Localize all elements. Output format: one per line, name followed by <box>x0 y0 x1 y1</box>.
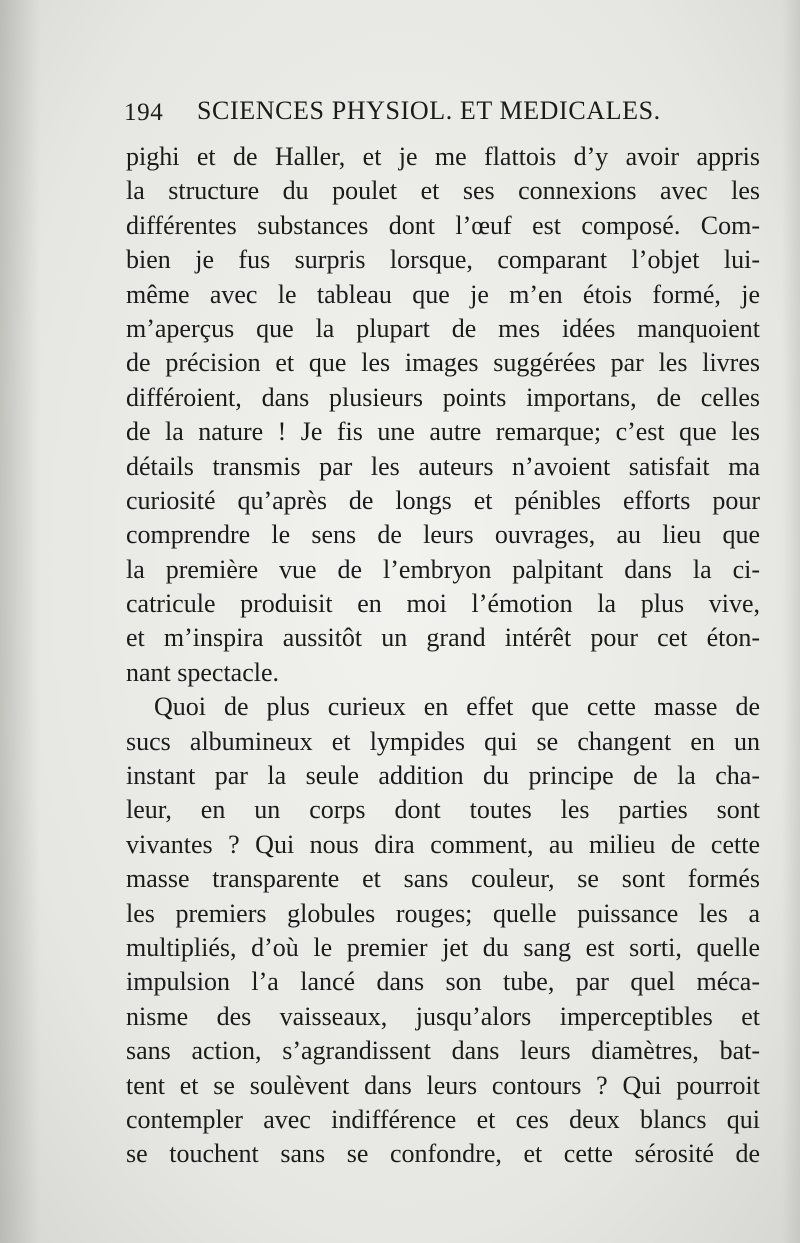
running-title: SCIENCES PHYSIOL. ET MEDICALES. <box>197 96 661 125</box>
text-line: Quoi de plus curieux en effet que cette masse de <box>154 692 760 722</box>
paragraph-1 <box>126 140 760 690</box>
text-line: nant spectacle. <box>126 657 280 687</box>
text-line: masse transparente et sans couleur, se sont formés <box>126 864 760 894</box>
text-line: et m’inspira aussitôt un grand intérêt pour cet éton- <box>126 623 760 653</box>
text-line: instant par la seule addition du principe de la cha- <box>126 761 760 791</box>
text-line: impulsion l’a lancé dans son tube, par quel méca- <box>126 967 760 997</box>
text-line: se touchent sans se confondre, et cette sérosité de <box>126 1139 760 1169</box>
page-edge-shadow <box>782 0 800 1243</box>
text-line: détails transmis par les auteurs n’avoient satisfait ma <box>126 451 760 481</box>
text-line: catricule produisit en moi l’émotion la plus vive, <box>126 589 760 619</box>
text-line: comprendre le sens de leurs ouvrages, au lieu que <box>126 520 760 550</box>
text-line: tent et se soulèvent dans leurs contours ? Qui pourroit <box>126 1070 760 1100</box>
text-line: bien je fus surpris lorsque, comparant l’objet lui- <box>126 245 760 275</box>
text-line: différentes substances dont l’œuf est composé. Com- <box>126 210 760 240</box>
binding-shadow <box>0 0 40 1243</box>
page-number: 194 <box>124 99 164 126</box>
body-text <box>126 140 760 1172</box>
text-line: leur, en un corps dont toutes les parties sont <box>126 795 760 825</box>
text-line: sucs albumineux et lympides qui se changent en un <box>126 726 760 756</box>
text-line: nisme des vaisseaux, jusqu’alors imperceptibles et <box>126 1001 760 1031</box>
text-line: différoient, dans plusieurs points importans, de celles <box>126 382 760 412</box>
text-line: sans action, s’agrandissent dans leurs diamètres, bat- <box>126 1036 760 1066</box>
text-line: la structure du poulet et ses connexions avec les <box>126 176 760 206</box>
text-line: de précision et que les images suggérées par les livres <box>126 348 760 378</box>
text-line: les premiers globules rouges; quelle puissance les a <box>126 898 760 928</box>
text-line: pighi et de Haller, et je me flattois d’y avoir appris <box>126 142 760 171</box>
text-line: contempler avec indifférence et ces deux blancs qui <box>126 1104 760 1134</box>
text-line: de la nature ! Je fis une autre remarque; c’est que les <box>126 417 760 447</box>
text-line: multipliés, d’où le premier jet du sang est sorti, quelle <box>126 932 760 962</box>
text-line: même avec le tableau que je m’en étois formé, je <box>126 279 760 309</box>
text-line: vivantes ? Qui nous dira comment, au milieu de cette <box>126 829 760 859</box>
text-line: m’aperçus que la plupart de mes idées manquoient <box>126 313 760 343</box>
paragraph-2 <box>126 690 760 1171</box>
page-header <box>124 96 724 136</box>
text-line: la première vue de l’embryon palpitant dans la ci- <box>126 554 760 584</box>
text-line: curiosité qu’après de longs et pénibles efforts pour <box>126 485 760 515</box>
